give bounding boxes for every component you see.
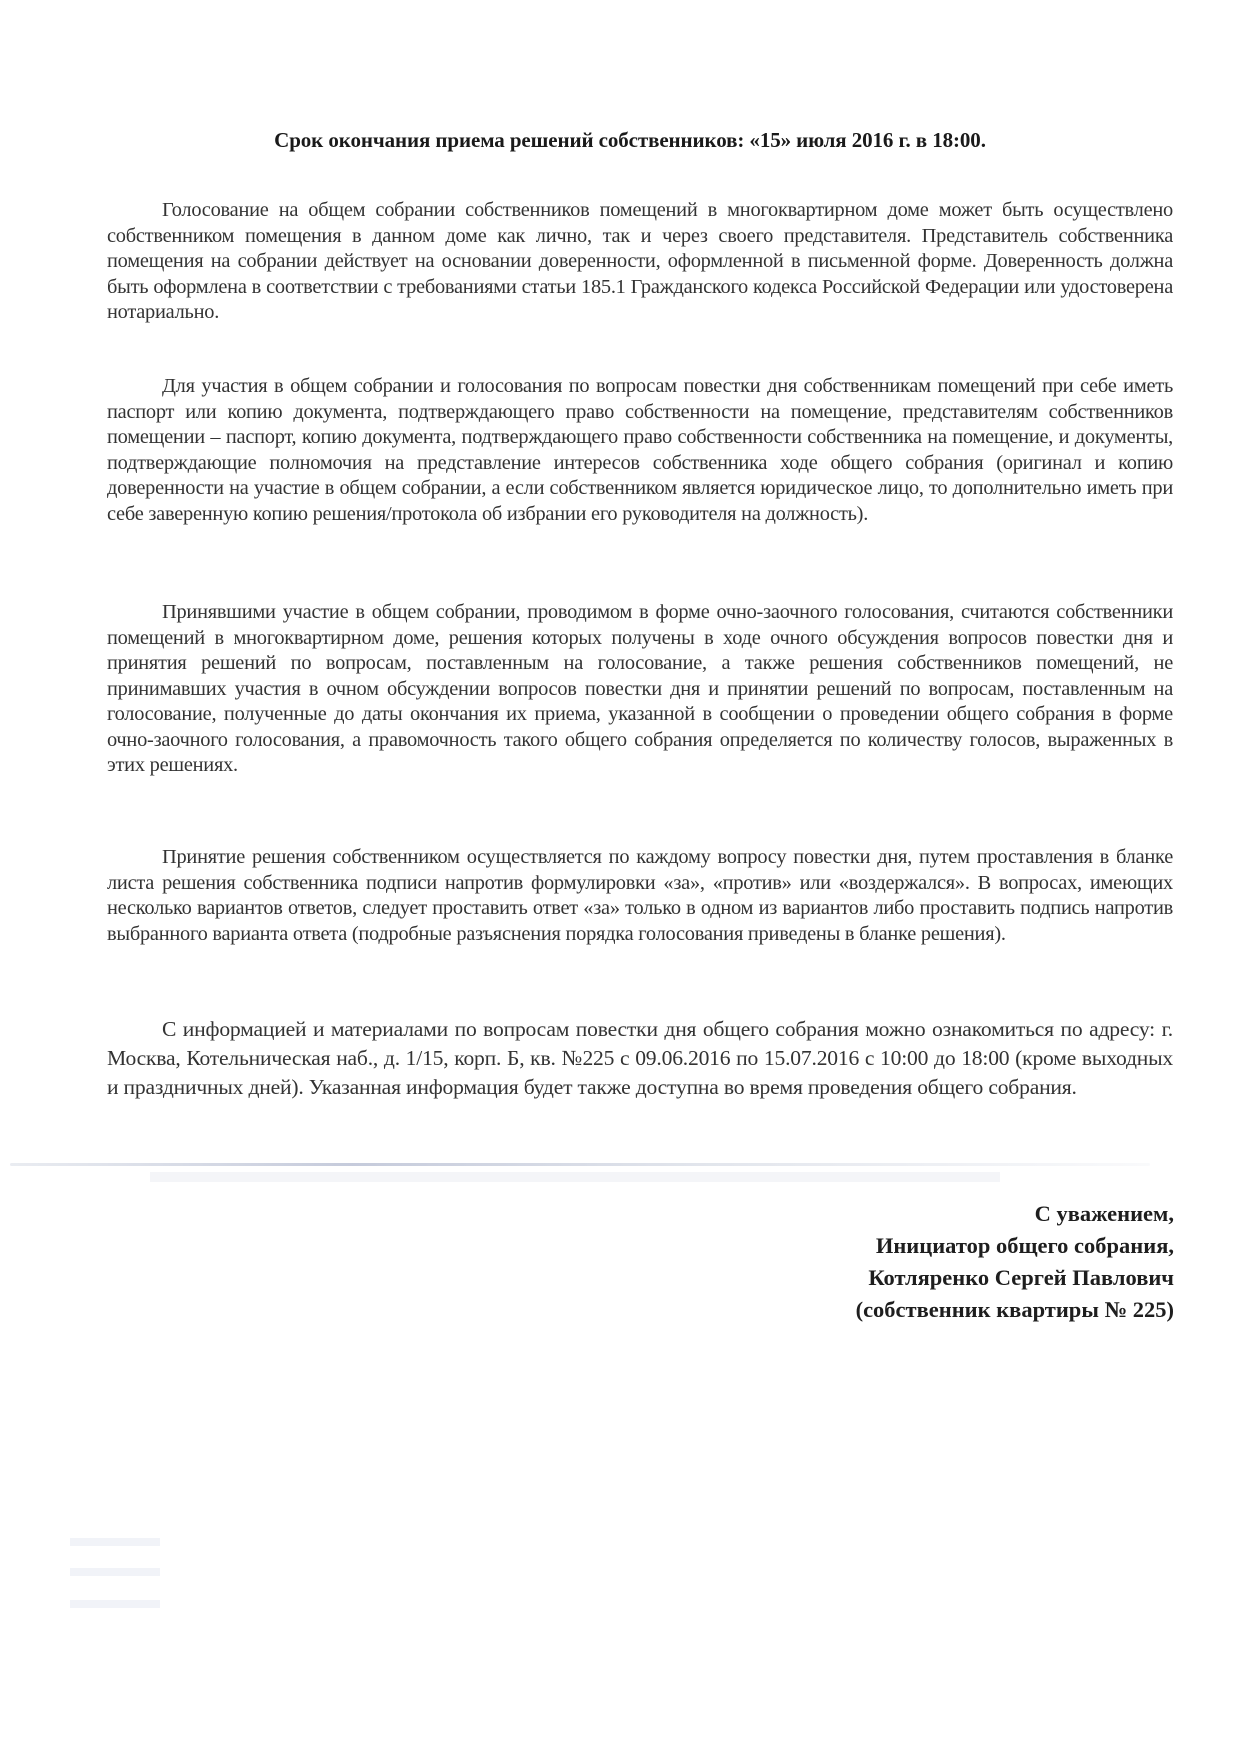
signature-name: Котляренко Сергей Павлович <box>868 1265 1174 1290</box>
signature-closing: С уважением, <box>1034 1201 1174 1226</box>
scan-bleed-through <box>150 1172 1000 1182</box>
paragraph-participants-definition: Принявшими участие в общем собрании, проводимом в форме очно-заочного голосования, считаются собственники помещений в многоквартирном доме, решения которых получены в ходе очного обсуждения вопросов повестки дня и принятия решений по вопросам, поставленным на голосование, а также решения собственников помещений, не принимавших участия в очном обсуждении вопросов повестки дня и принятии решений по вопросам, поставленным на голосование, полученные до даты окончания их приема, указанной в сообщении о проведении общего собрания в форме очно-заочного голосования, а правомочность такого общего собрания определяется по количеству голосов, выраженных в этих решениях. <box>107 601 1173 776</box>
scan-bleed-mark <box>70 1600 160 1608</box>
paragraph-participation-documents: Для участия в общем собрании и голосования по вопросам повестки дня собственникам помещений при себе иметь паспорт или копию документа, подтверждающего право собственности на помещение, представителям собственников помещении – паспорт, копию документа, подтверждающего право собственности собственника на помещение, и документы, подтверждающие полномочия на представление интересов собственника ходе общего собрания (оригинал и копию доверенности на участие в общем собрании, а если собственником является юридическое лицо, то дополнительно иметь при себе заверенную копию решения/протокола об избрании его руководителя на должность). <box>107 375 1173 525</box>
deadline-heading: Срок окончания приема решений собственников: «15» июля 2016 г. в 18:00. <box>274 128 986 152</box>
scan-fold-line <box>10 1163 1150 1166</box>
signature-note: (собственник квартиры № 225) <box>855 1297 1174 1322</box>
signature-block <box>856 1198 1174 1326</box>
signature-role: Инициатор общего собрания, <box>875 1233 1174 1258</box>
scan-bleed-mark <box>70 1538 160 1546</box>
paragraph-voting-representation: Голосование на общем собрании собственников помещений в многоквартирном доме может быть осуществлено собственником помещения в данном доме как лично, так и через своего представителя. Представитель собственника помещения на собрании действует на основании доверенности, оформленной в письменной форме. Доверенность должна быть оформлена в соответствии с требованиями статьи 185.1 Гражданского кодекса Российской Федерации или удостоверена нотариально. <box>107 199 1173 323</box>
paragraph-decision-procedure: Принятие решения собственником осуществляется по каждому вопросу повестки дня, путем проставления в бланке листа решения собственника подписи напротив формулировки «за», «против» или «воздержался». В вопросах, имеющих несколько вариантов ответов, следует проставить ответ «за» только в одном из вариантов либо проставить подпись напротив выбранного варианта ответа (подробные разъяснения порядка голосования приведены в бланке решения). <box>107 846 1173 945</box>
paragraph-materials-info: С информацией и материалами по вопросам повестки дня общего собрания можно ознакомиться по адресу: г. Москва, Котельническая наб., д. 1/15, корп. Б, кв. №225 с 09.06.2016 по 15.07.2016 с 10:00 до 18:00 (кроме выходных и праздничных дней). Указанная информация будет также доступна во время проведения общего собрания. <box>107 1017 1173 1099</box>
scan-bleed-mark <box>70 1568 160 1576</box>
